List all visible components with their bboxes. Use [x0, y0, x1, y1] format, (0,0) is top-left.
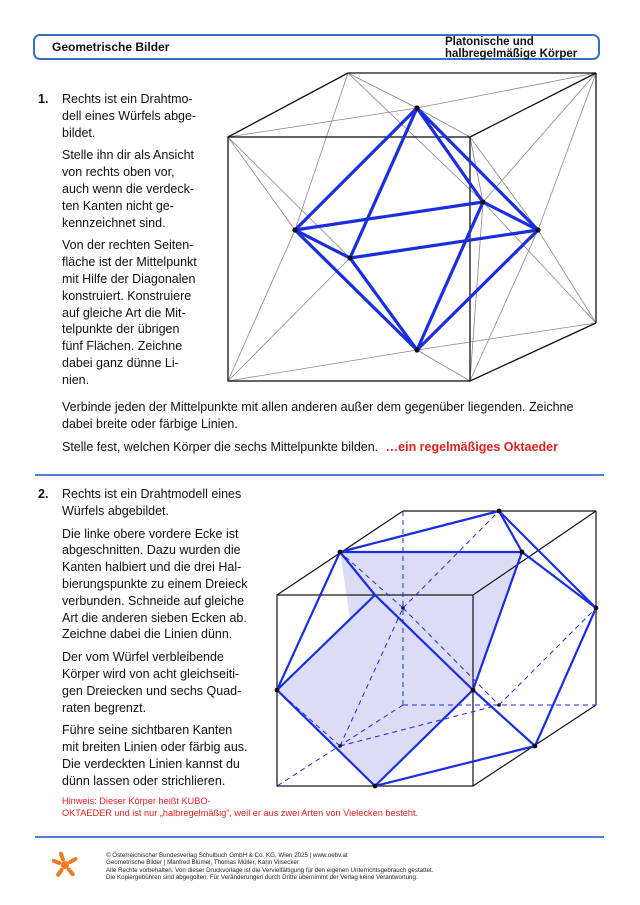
task2-hint-line2: OKTAEDER und ist nur „halbregelmäßig“, weil er aus zwei Arten von Vielecken besteht.	[62, 808, 419, 818]
task2-hint-line1: Hinweis: Dieser Körper heißt KUBO-	[62, 796, 211, 806]
task2-side-text	[62, 486, 277, 790]
header-right-line1: Platonische und	[445, 36, 534, 48]
task1-para2: Stelle ihn dir als Ansicht von rechts oben vor, auch wenn die verdeck- ten Kanten nicht ge- kennzeichnet sind.	[62, 148, 195, 230]
task2-number: 2.	[38, 487, 49, 501]
task1-para1: Rechts ist ein Drahtmo- dell eines Würfels abge- bildet.	[62, 92, 197, 140]
task1-number: 1.	[38, 92, 49, 106]
task1-para4: Verbinde jeden der Mittelpunkte mit allen anderen außer dem gegenüber liegenden. Zeichne dabei breite oder färbige Linien.	[62, 400, 574, 431]
header-left-title: Geometrische Bilder	[52, 40, 170, 54]
task2-para4: Führe seine sichtbaren Kanten mit breiten Linien oder färbig aus. Die verdeckten Linien kannst du dünn lassen oder strichlieren.	[62, 723, 248, 788]
task2-hint	[62, 795, 622, 819]
footer-divider	[35, 836, 604, 838]
section-divider	[35, 474, 604, 476]
task1-para3: Von der rechten Seiten- fläche ist der Mittelpunkt mit Hilfe der Diagonalen konstruiert. Konstruiere auf gleiche Art die Mit- telpunkte der übrigen fünf Flächen. Zeichne dabei ganz dünne Li- nien.	[62, 238, 197, 387]
header-right-line2: halbregelmäßige Körper	[445, 48, 578, 60]
footer-copyright: © Österreichischer Bundesverlag Schulbuch GmbH & Co. KG, Wien 2025 | www.oebv.at Geometrische Bilder | Manfred Blümel, Thomas Müller, Karin Vilsecker Alle Rechte vorbehalten. Von dieser Druckvorlage ist die Vervielfältigung für den eigenen Unterrichtsgebrauch gestattet. Die Kopiergebühren sind abgegolten. Für Veränderungen durch Dritte übernimmt der Verlag keine Verantwortung.	[106, 852, 434, 882]
task2-para3: Der vom Würfel verbleibende Körper wird von acht gleichseiti- gen Dreiecken und sechs Quad- raten begrenzt.	[62, 650, 242, 715]
task1-question: Stelle fest, welchen Körper die sechs Mittelpunkte bilden.	[62, 439, 379, 454]
task1-answer: …ein regelmäßiges Oktaeder	[385, 439, 558, 454]
publisher-star-logo-icon	[52, 850, 78, 880]
task2-para1: Rechts ist ein Drahtmodell eines Würfels abgebildet.	[62, 487, 242, 518]
task2-para2: Die linke obere vordere Ecke ist abgeschnitten. Dazu wurden die Kanten halbiert und die drei Hal- bierungspunkte zu einem Dreieck verbunden. Schneide auf gleiche Art die anderen sieben Ecken ab. Zeichne dabei die Linien dünn.	[62, 526, 248, 642]
